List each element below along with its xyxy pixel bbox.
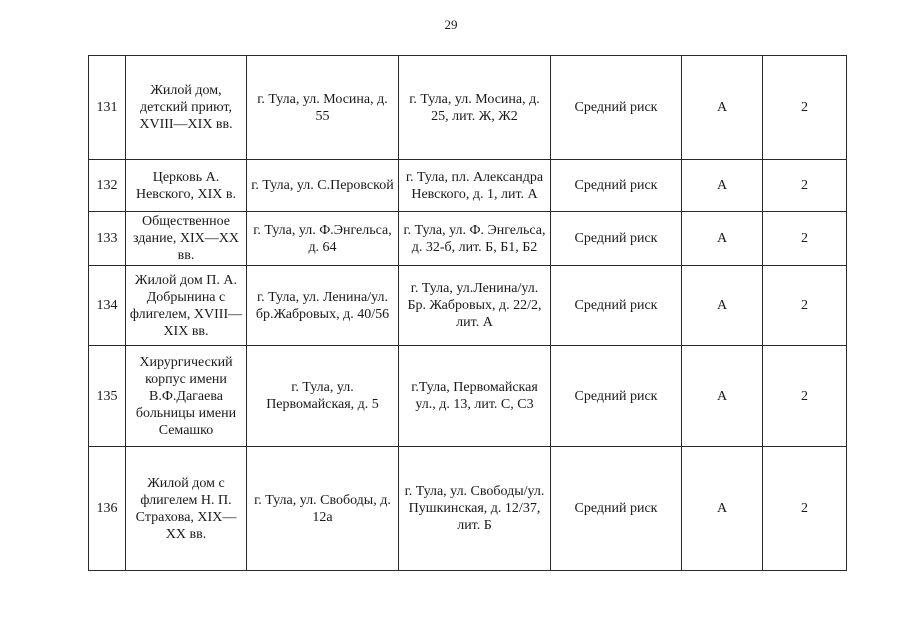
risk-level-cell: Средний риск	[551, 346, 682, 447]
legal-address-cell: г. Тула, пл. Александра Невского, д. 1, лит. А	[399, 160, 551, 212]
table-row	[89, 56, 847, 160]
risk-level-cell: Средний риск	[551, 56, 682, 160]
object-address-cell: г. Тула, ул. Мосина, д. 55	[247, 56, 399, 160]
risk-level-cell: Средний риск	[551, 447, 682, 571]
table-row	[89, 447, 847, 571]
heritage-objects-table	[88, 55, 847, 571]
category-cell: А	[682, 447, 763, 571]
category-cell: А	[682, 266, 763, 346]
row-number-cell: 135	[89, 346, 126, 447]
object-address-cell: г. Тула, ул. Ленина/ул. бр.Жабровых, д. 40/56	[247, 266, 399, 346]
page-number: 29	[444, 17, 458, 32]
value-cell: 2	[763, 56, 847, 160]
row-number-cell: 134	[89, 266, 126, 346]
object-name-cell: Жилой дом, детский приют, XVIII—XIX вв.	[126, 56, 247, 160]
value-cell: 2	[763, 160, 847, 212]
object-address-cell: г. Тула, ул. Свободы, д. 12а	[247, 447, 399, 571]
risk-level-cell: Средний риск	[551, 266, 682, 346]
legal-address-cell: г. Тула, ул.Ленина/ул. Бр. Жабровых, д. 22/2, лит. А	[399, 266, 551, 346]
value-cell: 2	[763, 266, 847, 346]
value-cell: 2	[763, 212, 847, 266]
object-address-cell: г. Тула, ул. Первомайская, д. 5	[247, 346, 399, 447]
object-name-cell: Хирургический корпус имени В.Ф.Дагаева больницы имени Семашко	[126, 346, 247, 447]
legal-address-cell: г. Тула, ул. Свободы/ул. Пушкинская, д. 12/37, лит. Б	[399, 447, 551, 571]
category-cell: А	[682, 56, 763, 160]
table-row	[89, 160, 847, 212]
category-cell: А	[682, 346, 763, 447]
legal-address-cell: г. Тула, ул. Мосина, д. 25, лит. Ж, Ж2	[399, 56, 551, 160]
category-cell: А	[682, 160, 763, 212]
object-address-cell: г. Тула, ул. Ф.Энгельса, д. 64	[247, 212, 399, 266]
row-number-cell: 136	[89, 447, 126, 571]
table-row	[89, 346, 847, 447]
table-row	[89, 266, 847, 346]
row-number-cell: 132	[89, 160, 126, 212]
row-number-cell: 131	[89, 56, 126, 160]
value-cell: 2	[763, 447, 847, 571]
risk-level-cell: Средний риск	[551, 212, 682, 266]
risk-level-cell: Средний риск	[551, 160, 682, 212]
table-row	[89, 212, 847, 266]
object-name-cell: Жилой дом с флигелем Н. П. Страхова, XIX—XX вв.	[126, 447, 247, 571]
value-cell: 2	[763, 346, 847, 447]
object-name-cell: Общественное здание, XIX—XX вв.	[126, 212, 247, 266]
object-address-cell: г. Тула, ул. С.Перовской	[247, 160, 399, 212]
legal-address-cell: г. Тула, ул. Ф. Энгельса, д. 32-б, лит. Б, Б1, Б2	[399, 212, 551, 266]
object-name-cell: Церковь А. Невского, XIX в.	[126, 160, 247, 212]
row-number-cell: 133	[89, 212, 126, 266]
legal-address-cell: г.Тула, Первомайская ул., д. 13, лит. С, С3	[399, 346, 551, 447]
object-name-cell: Жилой дом П. А. Добрынина с флигелем, XVIII—XIX вв.	[126, 266, 247, 346]
category-cell: А	[682, 212, 763, 266]
